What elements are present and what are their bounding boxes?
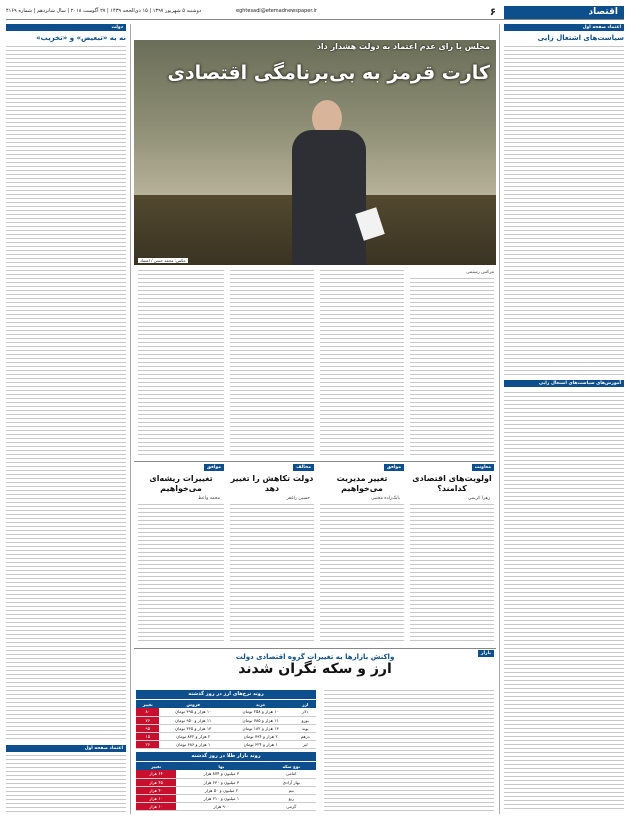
fx-row xyxy=(136,732,316,740)
main-text-col-3 xyxy=(230,270,314,458)
article-3-text xyxy=(230,504,314,644)
article-3-title: دولت تکاهش را تغییر دهد xyxy=(230,474,314,493)
article-2-label: موافق xyxy=(384,464,404,471)
gold-cell: ۹۰۰ هزار xyxy=(176,802,266,810)
gold-header-coin: نوع سکه xyxy=(267,762,316,770)
fx-cell: ۱۱ هزار و ۷۸۵ تومان xyxy=(227,716,294,724)
market-title: ارز و سکه نگران شدند xyxy=(238,661,392,677)
fx-cell: پوند xyxy=(294,724,316,732)
photo-caption: عکس: محمد حسن / اعتماد xyxy=(140,258,186,263)
fx-cell: ۱۰ هزار و ۳۹۵ تومان xyxy=(159,708,226,716)
gold-cell: ۴۵ هزار xyxy=(136,778,176,786)
market-label: بازار xyxy=(478,650,494,657)
market-text xyxy=(324,690,494,814)
fx-cell: ۹۵ xyxy=(136,724,159,732)
gold-cell: ۴۰ هزار xyxy=(136,786,176,794)
fx-cell: ۲ هزار و ۸۳۲ تومان xyxy=(159,732,226,740)
article-4-text xyxy=(138,504,224,644)
fx-header-currency: ارز xyxy=(294,700,316,708)
right-column-text-2 xyxy=(504,392,624,812)
fx-table xyxy=(136,700,316,749)
article-1-title: اولویت‌های اقتصادی کدامند؟ xyxy=(412,474,492,493)
article-4-label: موافق xyxy=(204,464,224,471)
gold-cell: ۱ میلیون و ۲۱۰ هزار xyxy=(176,794,266,802)
gold-cell: ۶۴ هزار xyxy=(136,770,176,778)
right-column-label: اعتماد صفحه اول xyxy=(504,24,624,31)
gold-cell: نیم xyxy=(267,786,316,794)
section-divider xyxy=(134,461,496,462)
main-text-col-2 xyxy=(320,270,404,458)
hero-title: کارت قرمز به بی‌برنامگی اقتصادی xyxy=(167,62,490,84)
gold-row xyxy=(136,794,316,802)
page-header xyxy=(6,6,624,20)
article-3-author: حسین راغفر xyxy=(286,496,310,501)
section-name: اقتصاد xyxy=(504,6,624,19)
fx-cell: ۲ هزار و ۷۹۴ تومان xyxy=(227,732,294,740)
gold-cell: گرمی xyxy=(267,802,316,810)
page-number: ۶ xyxy=(489,7,496,18)
gold-header-price: بها xyxy=(176,762,266,770)
article-1-text xyxy=(410,504,494,644)
fx-cell: ۸۰ xyxy=(136,708,159,716)
gold-cell: بهار آزادی xyxy=(267,778,316,786)
fx-header-buy: خرید xyxy=(227,700,294,708)
fx-row xyxy=(136,724,316,732)
fx-cell: یورو xyxy=(294,716,316,724)
minister-figure xyxy=(284,100,374,265)
gold-row xyxy=(136,778,316,786)
market-divider xyxy=(134,648,496,649)
article-2-author: بابک‌زاده مجتبی xyxy=(371,496,400,501)
left-column-title: نه به «تبعیض» و «تخریب» xyxy=(36,34,126,42)
left-divider xyxy=(130,24,131,814)
fx-row xyxy=(136,716,316,724)
gold-table-title: روند بازار طلا در روز گذشته xyxy=(136,752,316,761)
fx-cell: لیر xyxy=(294,740,316,748)
fx-cell: ۱ هزار و ۶۸۶ تومان xyxy=(159,740,226,748)
market-kicker: واکنش بازارها به تغییرات گروه اقتصادی دولت xyxy=(235,653,395,661)
article-2-text xyxy=(320,504,404,644)
article-1-author: زهرا کریمی xyxy=(468,496,490,501)
gold-row xyxy=(136,786,316,794)
gold-header-change: تغییر xyxy=(136,762,176,770)
main-author: مرکس رستمی xyxy=(466,270,494,275)
fx-cell: ۱۰ هزار و ۲۵۸ تومان xyxy=(227,708,294,716)
gold-table xyxy=(136,762,316,811)
gold-cell: امامی xyxy=(267,770,316,778)
gold-row xyxy=(136,770,316,778)
left-column-bottom-label: اعتماد صفحه اول xyxy=(6,745,126,752)
fx-cell: ۲۶ xyxy=(136,740,159,748)
hero-kicker: مجلس با رای عدم اعتماد به دولت هشدار داد xyxy=(316,42,490,51)
email-address[interactable]: eghtesadi@etemadnewspaper.ir xyxy=(236,8,317,14)
article-4-author: محمد واعظ xyxy=(197,496,220,501)
right-divider xyxy=(499,24,500,814)
article-3-label: مخالف xyxy=(293,464,314,471)
left-column-text xyxy=(6,46,126,741)
article-1-label: معاونت xyxy=(472,464,494,471)
dateline: دوشنبه ۵ شهریور ۱۳۹۷ | ۱۵ ذی‌الحجه ۱۴۳۹ | ۲۷ آگوست ۲۰۱۸ | سال شانزدهم | شماره ۴۱۶۹ xyxy=(6,8,202,14)
fx-header-sell: فروش xyxy=(159,700,226,708)
article-4-title: تغییرات ریشه‌ای می‌خواهیم xyxy=(149,474,213,493)
fx-cell: ۱۵ xyxy=(136,732,159,740)
right-column-subhead: آموزش‌های سیاست‌های اشتغال زایی xyxy=(504,380,624,387)
fx-cell: درهم xyxy=(294,732,316,740)
main-text-col-4 xyxy=(138,270,224,458)
fx-row xyxy=(136,708,316,716)
fx-header-change: تغییر xyxy=(136,700,159,708)
article-2-title: تغییر مدیریت می‌خواهیم xyxy=(336,474,388,493)
gold-cell: ۳ میلیون و ۶۳۰ هزار xyxy=(176,778,266,786)
gold-cell: ۱۰ هزار xyxy=(136,802,176,810)
fx-table-title: روند نرخ‌های ارز در روز گذشته xyxy=(136,690,316,699)
gold-cell: ربع xyxy=(267,794,316,802)
right-column-title: سیاست‌های اشتغال زایی xyxy=(537,34,624,42)
gold-cell: ۳ میلیون و ۸۷۴ هزار xyxy=(176,770,266,778)
fx-cell: ۱۳ هزار و ۱۸۲ تومان xyxy=(227,724,294,732)
main-text-col-1 xyxy=(410,278,494,458)
market-headline xyxy=(150,655,480,678)
gold-row xyxy=(136,802,316,810)
fx-cell: ۷۶ xyxy=(136,716,159,724)
fx-cell: ۱۱ هزار و ۹۵۰ تومان xyxy=(159,716,226,724)
fx-row xyxy=(136,740,316,748)
fx-cell: ۱۳ هزار و ۳۶۵ تومان xyxy=(159,724,226,732)
fx-cell: ۱ هزار و ۶۲۴ تومان xyxy=(227,740,294,748)
gold-cell: ۱۰ هزار xyxy=(136,794,176,802)
left-column-label: دولت xyxy=(6,24,126,31)
fx-cell: دلار xyxy=(294,708,316,716)
left-column-bottom-text xyxy=(6,755,126,813)
gold-cell: ۲ میلیون و ۵۰ هزار xyxy=(176,786,266,794)
right-column-text xyxy=(504,46,624,376)
